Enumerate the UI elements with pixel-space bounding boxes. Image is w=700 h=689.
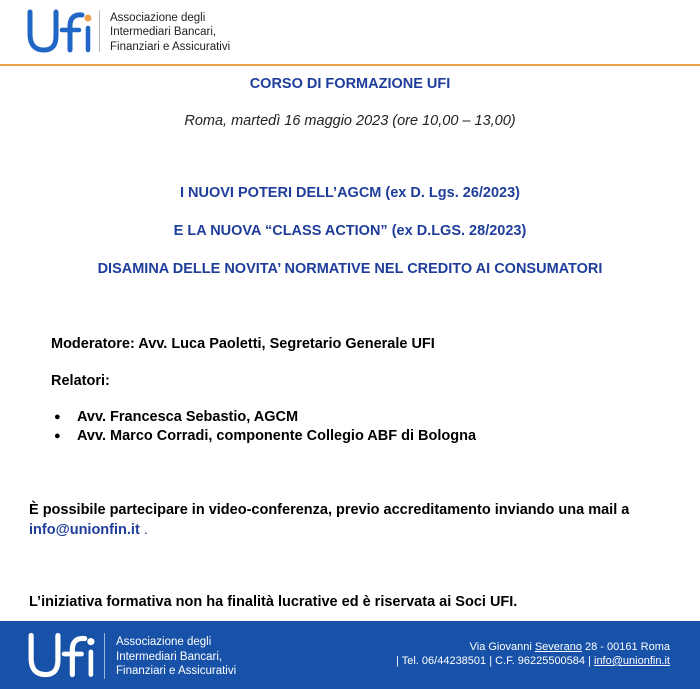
list-item	[52, 408, 476, 427]
bullet-icon: ●	[54, 411, 61, 423]
ufi-logo-white	[27, 629, 95, 679]
speakers-label: Relatori:	[51, 373, 110, 389]
course-date: Roma, martedì 16 maggio 2023 (ore 10,00 – 13,00)	[184, 113, 516, 129]
ufi-logo	[26, 6, 92, 54]
membership-note: L’iniziativa formativa non ha finalità lucrative ed è riservata ai Soci UFI.	[29, 594, 518, 610]
bullet-icon: ●	[54, 430, 61, 442]
footer-org-line: Finanziari e Assicurativi	[116, 665, 237, 677]
header-divider	[99, 10, 100, 52]
participation-trail: .	[143, 522, 148, 538]
header-accent-rule	[0, 64, 700, 66]
footer-org-line: Intermediari Bancari,	[116, 650, 223, 663]
footer-org-line: Associazione degli	[116, 636, 212, 648]
speakers-list	[52, 408, 476, 446]
footer-email-link[interactable]: info@unionfin.it	[594, 655, 670, 667]
list-item	[52, 427, 476, 446]
header-org-line: Finanziari e Assicurativi	[110, 40, 231, 53]
topic-line: E LA NUOVA “CLASS ACTION” (ex D.LGS. 28/2023)	[173, 223, 527, 239]
moderator: Moderatore: Avv. Luca Paoletti, Segretario Generale UFI	[51, 336, 435, 352]
footer-divider	[104, 633, 105, 679]
header-org-line: Associazione degli	[110, 12, 206, 24]
participation-info	[29, 500, 669, 540]
course-title: CORSO DI FORMAZIONE UFI	[249, 76, 451, 92]
footer-org-name	[116, 635, 236, 679]
speaker-name: Avv. Francesca Sebastio, AGCM	[77, 409, 299, 425]
topic-line: DISAMINA DELLE NOVITA’ NORMATIVE NEL CREDITO AI CONSUMATORI	[97, 261, 603, 277]
topic-line: I NUOVI POTERI DELL’AGCM (ex D. Lgs. 26/2023)	[179, 185, 521, 201]
header-org-line: Intermediari Bancari,	[110, 26, 217, 39]
header-org-name	[110, 11, 230, 54]
letterhead-header	[0, 0, 700, 66]
footer-address: Via Giovanni Severano 28 - 00161 Roma	[469, 641, 670, 653]
letterhead-footer	[0, 621, 700, 689]
participation-text: È possibile partecipare in video-conferenza, previo accreditamento inviando una mail a	[29, 502, 630, 518]
footer-contacts: | Tel. 06/44238501 | C.F. 96225500584 | info@unionfin.it	[396, 655, 670, 667]
email-link[interactable]: info@unionfin.it	[29, 522, 140, 538]
speaker-name: Avv. Marco Corradi, componente Collegio ABF di Bologna	[77, 428, 477, 444]
